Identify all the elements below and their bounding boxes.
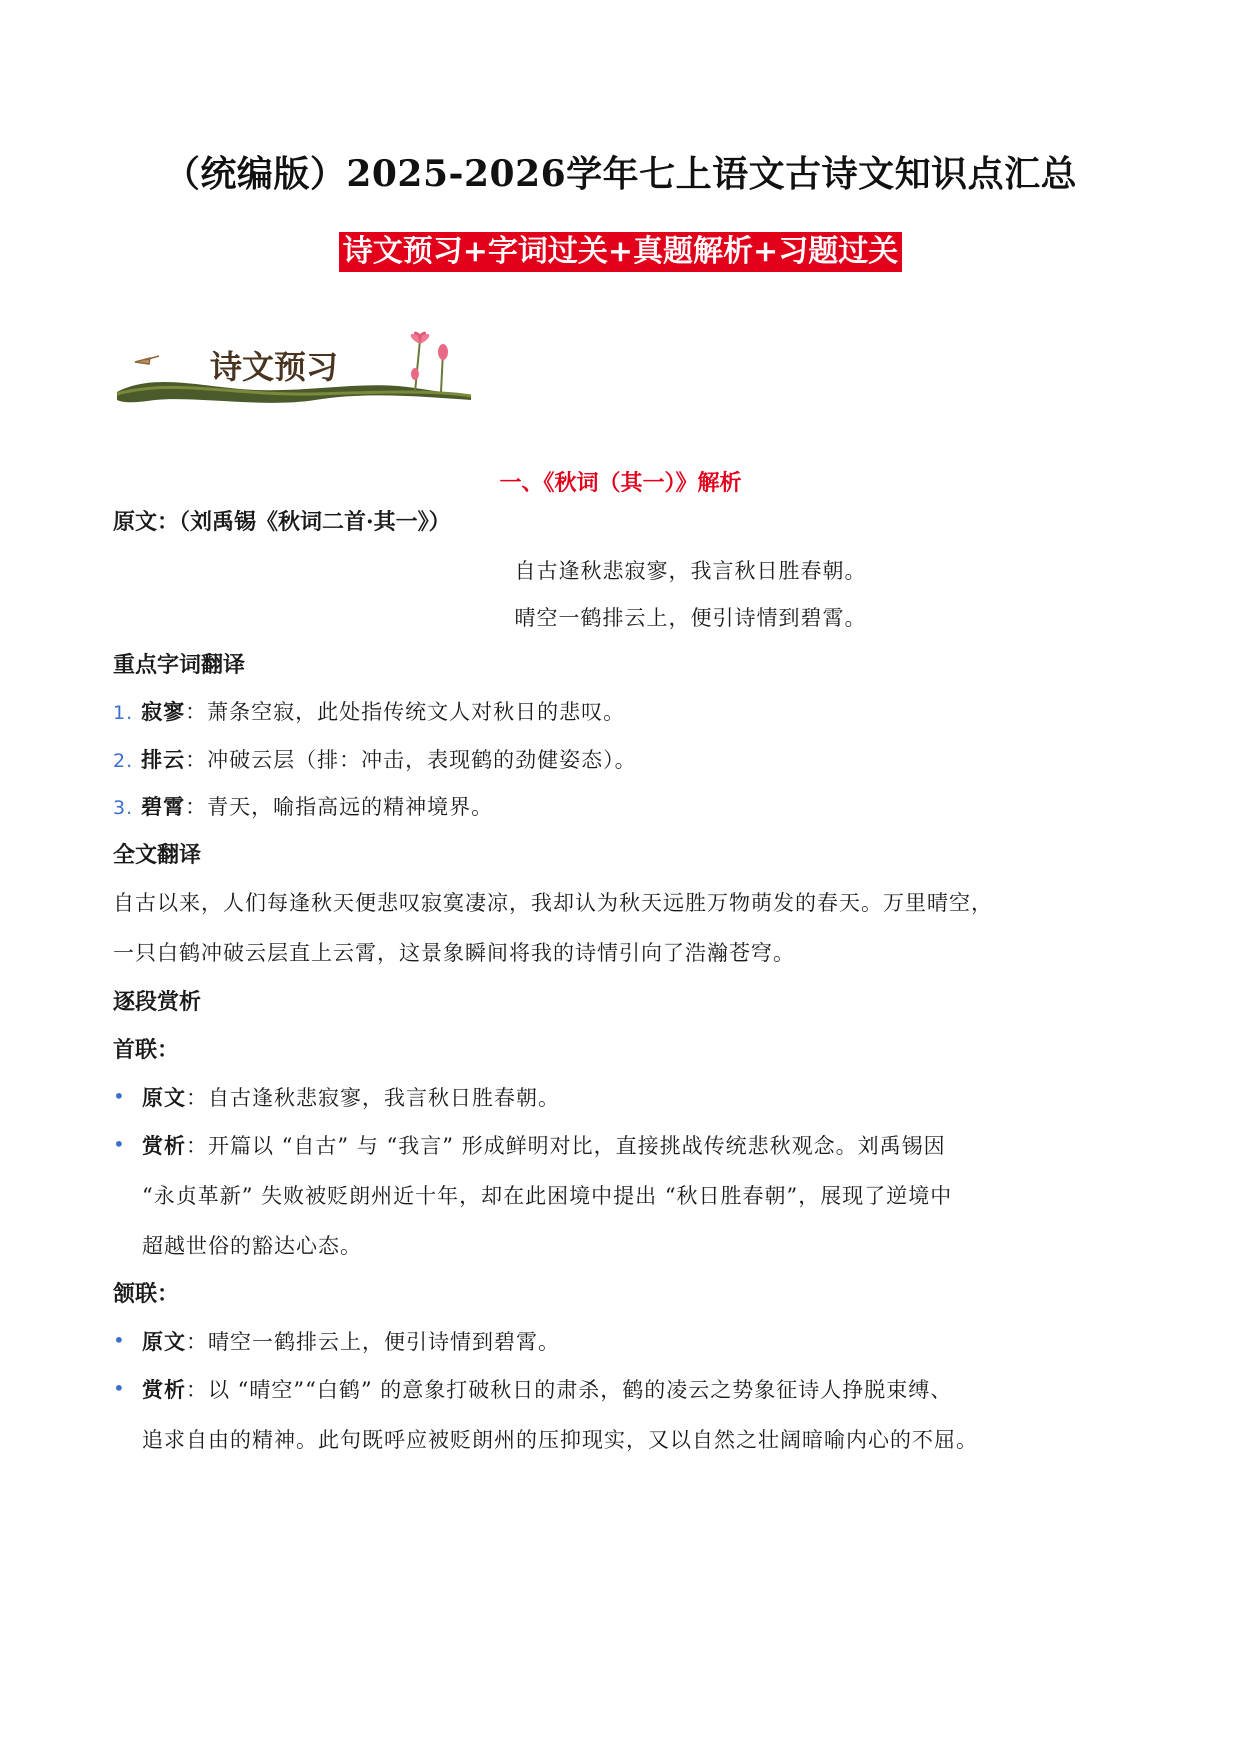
analysis-heading: 逐段赏析	[113, 989, 202, 1015]
bullet-icon: •	[113, 1376, 125, 1400]
section-heading: 一、《秋词（其一）》解析	[499, 470, 742, 496]
couplet-label: 首联：	[113, 1037, 180, 1063]
bullet-icon: •	[113, 1328, 125, 1352]
list-number: 2.	[113, 750, 134, 772]
subtitle-banner	[0, 232, 1241, 272]
document-title: （统编版）2025-2026学年七上语文古诗文知识点汇总	[163, 153, 1078, 195]
original-label: 原文：（刘禹锡《秋词二首·其一》）	[113, 509, 451, 535]
translation-heading: 全文翻译	[113, 842, 202, 868]
poem-line: 自古逢秋悲寂寥，我言秋日胜春朝。	[514, 559, 867, 583]
keyword-definition: 冲破云层（排：冲击，表现鹤的劲健姿态）。	[207, 748, 637, 772]
couplet-analysis: 赏析：以 “晴空”“白鹤” 的意象打破秋日的肃杀，鹤的凌云之势象征诗人挣脱束缚、	[142, 1377, 953, 1402]
bullet-icon: •	[113, 1084, 125, 1108]
couplet-original: 原文：晴空一鹤排云上，便引诗情到碧霄。	[142, 1329, 560, 1354]
couplet-analysis-line: 超越世俗的豁达心态。	[142, 1234, 362, 1258]
keyword-item: 3. 碧霄：青天，喻指高远的精神境界。	[113, 794, 494, 819]
list-number: 1.	[113, 702, 134, 724]
banner-text: 诗文预习	[210, 348, 339, 386]
subtitle-text: 诗文预习+字词过关+真题解析+习题过关	[339, 232, 902, 272]
keyword-item: 1. 寂寥：萧条空寂，此处指传统文人对秋日的悲叹。	[113, 699, 626, 724]
keyword-term: 寂寥	[141, 699, 186, 724]
couplet-analysis-line: “永贞革新” 失败被贬朗州近十年，却在此困境中提出 “秋日胜春朝”，展现了逆境中	[142, 1184, 953, 1208]
keyword-definition: 青天，喻指高远的精神境界。	[207, 795, 494, 819]
section-banner	[115, 330, 475, 410]
keywords-heading: 重点字词翻译	[113, 652, 246, 678]
couplet-original: 原文：自古逢秋悲寂寥，我言秋日胜春朝。	[142, 1085, 560, 1110]
couplet-analysis: 赏析：开篇以 “自古” 与 “我言” 形成鲜明对比，直接挑战传统悲秋观念。刘禹锡因	[142, 1133, 946, 1158]
translation-line: 一只白鹤冲破云层直上云霄，这景象瞬间将我的诗情引向了浩瀚苍穹。	[113, 941, 795, 965]
keyword-term: 排云	[141, 747, 186, 772]
keyword-definition: 萧条空寂，此处指传统文人对秋日的悲叹。	[207, 700, 626, 724]
keyword-item: 2. 排云：冲破云层（排：冲击，表现鹤的劲健姿态）。	[113, 747, 637, 772]
list-number: 3.	[113, 797, 134, 819]
keyword-term: 碧霄	[141, 794, 186, 819]
couplet-label: 颔联：	[113, 1281, 180, 1307]
translation-line: 自古以来，人们每逢秋天便悲叹寂寞凄凉，我却认为秋天远胜万物萌发的春天。万里晴空，	[113, 891, 993, 915]
poem-line: 晴空一鹤排云上，便引诗情到碧霄。	[514, 606, 867, 630]
bullet-icon: •	[113, 1132, 125, 1156]
couplet-analysis-line: 追求自由的精神。此句既呼应被贬朗州的压抑现实，又以自然之壮阔暗喻内心的不屈。	[142, 1428, 978, 1452]
